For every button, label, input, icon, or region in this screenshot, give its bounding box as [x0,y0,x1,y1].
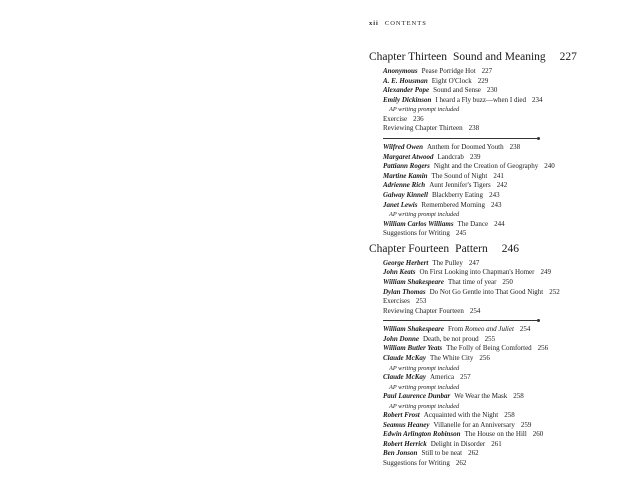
toc-entry [369,421,631,431]
entry-work: Pease Porridge Hot [421,67,476,75]
ap-prompt-note: AP writing prompt included [389,402,460,410]
toc-entry [369,153,631,163]
toc-entry [369,201,631,211]
entry-page: 250 [502,277,513,286]
entry-page: 256 [537,344,549,353]
entry-page: 244 [494,219,505,228]
entry-author: Pattiann Rogers [383,162,430,171]
entry-page: 234 [532,95,543,104]
entry-page: 243 [491,200,502,209]
entry-author: Claude McKay [383,373,426,382]
section-divider [383,138,537,139]
entry-author: Anonymous [383,67,418,75]
entry-page: 238 [509,142,521,151]
entry-work-prefix: From [448,325,464,334]
suggestions-entry [369,229,631,239]
toc-entry [369,373,631,383]
entry-page: 247 [468,258,480,267]
entry-work: Landcrab [437,152,464,161]
entry-work: We Wear the Mask [454,392,508,401]
chapter-label: Chapter Fourteen [369,242,450,255]
toc-entry [369,143,631,153]
entry-page: 256 [479,354,490,363]
running-head-label: CONTENTS [384,20,427,27]
entry-work: The Dance [457,219,489,228]
ap-prompt-note: AP writing prompt included [389,383,460,391]
running-head [369,20,427,27]
entry-page: 242 [496,181,508,190]
entry-work: Death, be not proud [422,334,479,343]
entry-work: Sound and Sense [433,86,481,95]
exercises-label: Exercises [383,297,410,306]
running-head-page: xii [369,20,379,27]
ap-prompt-note: AP writing prompt included [389,364,460,372]
entry-page: 229 [477,76,489,85]
entry-page: 239 [469,152,481,161]
entry-author: John Donne [383,334,419,343]
toc-entry [369,162,631,172]
chapter-label: Chapter Thirteen [369,51,448,63]
entry-work: Do Not Go Gentle into That Good Night [429,287,544,296]
toc-entry [369,440,631,450]
toc-entry [369,449,631,459]
entry-page: 240 [544,162,555,171]
entry-work: Villanelle for an Anniversary [433,420,515,429]
entry-work-title: Romeo and Juliet [464,325,514,334]
toc-entry [369,325,631,335]
entry-page: 227 [481,67,493,75]
toc-entry [369,172,631,182]
entry-page: 255 [484,334,496,343]
section-divider [383,320,537,321]
suggestions-label: Suggestions for Writing [383,459,450,468]
suggestions-entry [369,459,631,469]
entry-author: John Keats [383,268,416,277]
contents-column [369,50,631,469]
exercises-entry [369,297,631,307]
entry-page: 259 [520,420,532,429]
entry-work: Eight O'Clock [431,76,472,85]
ap-prompt-note: AP writing prompt included [389,211,460,219]
suggestions-page: 262 [455,459,467,468]
entry-author: Dylan Thomas [383,287,426,296]
entry-page: 261 [491,439,502,448]
entry-author: Robert Herrick [383,439,427,448]
entry-author: William Shakespeare [383,325,444,334]
entry-author: Janet Lewis [383,200,418,209]
entry-author: Adrienne Rich [383,181,426,190]
entry-work: Remembered Morning [421,200,485,209]
toc-entry [369,288,631,298]
exercise-label: Exercise [383,114,408,123]
entry-author: William Shakespeare [383,277,444,286]
suggestions-label: Suggestions for Writing [383,229,450,238]
toc-entry [369,67,631,77]
entry-work: Blackberry Eating [431,190,484,199]
entry-work: Delight in Disorder [430,439,486,448]
entry-page: 258 [513,392,524,401]
exercise-page: 236 [413,114,424,123]
entry-work: The Sound of Night [431,171,488,180]
entry-page: 243 [489,190,500,199]
entry-work: The House on the Hill [464,430,527,439]
chapter-page: 227 [559,51,577,63]
entry-work: I heard a Fly buzz—when I died [435,95,527,104]
entry-author: Seamus Heaney [383,420,430,429]
entry-work: Night and the Creation of Geography [433,162,539,171]
entry-work: The Folly of Being Comforted [446,344,532,353]
toc-entry [369,335,631,345]
entry-author: A. E. Housman [383,76,428,85]
entry-page: 262 [468,449,479,458]
exercises-page: 253 [415,297,427,306]
toc-entry [369,268,631,278]
suggestions-page: 245 [455,229,467,238]
chapter-title: Sound and Meaning [453,51,546,63]
entry-author: George Herbert [383,258,429,267]
toc-entry [369,259,631,269]
toc-entry [369,392,631,402]
chapter-heading [369,50,631,64]
toc-entry [369,191,631,201]
review-entry [369,307,631,317]
entry-work: That time of year [448,277,497,286]
review-page: 254 [469,306,481,315]
entry-page: 230 [486,86,498,95]
entry-page: 254 [519,325,531,334]
entry-work: Acquainted with the Night [423,411,499,420]
review-entry [369,124,631,134]
entry-page: 252 [549,287,560,296]
entry-author: Margaret Atwood [383,152,434,161]
entry-work: The White City [429,354,474,363]
toc-entry [369,96,631,106]
chapter-page: 246 [501,242,519,255]
entry-work: Aunt Jennifer's Tigers [429,181,491,190]
entry-page: 241 [493,171,504,180]
entry-author: Edwin Arlington Robinson [383,430,461,439]
entry-page: 257 [460,373,471,382]
entry-author: Galway Kinnell [383,190,428,199]
review-label: Reviewing Chapter Fourteen [383,306,464,315]
toc-entry [369,86,631,96]
entry-author: Paul Laurence Dunbar [383,392,451,401]
entry-author: Wilfred Owen [383,142,423,151]
entry-work: The Pulley [432,258,463,267]
toc-entry [369,411,631,421]
entry-work: Still to be neat [421,449,463,458]
chapter-title: Pattern [455,242,488,255]
entry-page: 258 [504,411,515,420]
entry-author: Claude McKay [383,354,426,363]
entry-page: 249 [540,268,551,277]
toc-entry [369,278,631,288]
entry-work: Anthem for Doomed Youth [427,142,504,151]
entry-page: 260 [532,430,544,439]
entry-work: On First Looking into Chapman's Homer [419,268,535,277]
chapter-heading [369,242,631,256]
toc-entry [369,181,631,191]
review-page: 238 [468,124,480,133]
entry-work: America [429,373,455,382]
entry-author: Alexander Pope [383,86,430,95]
toc-entry [369,220,631,230]
entry-author: Robert Frost [383,411,420,420]
entry-author: Martine Kamin [383,171,428,180]
review-label: Reviewing Chapter Thirteen [383,124,463,133]
toc-entry [369,344,631,354]
entry-author: Emily Dickinson [383,95,432,104]
toc-entry [369,354,631,364]
toc-entry [369,430,631,440]
entry-author: William Carlos Williams [383,219,454,228]
exercise-entry [369,115,631,125]
entry-author: Ben Jonson [383,449,418,458]
ap-prompt-note: AP writing prompt included [389,106,460,114]
entry-author: William Butler Yeats [383,344,443,353]
toc-entry [369,77,631,87]
